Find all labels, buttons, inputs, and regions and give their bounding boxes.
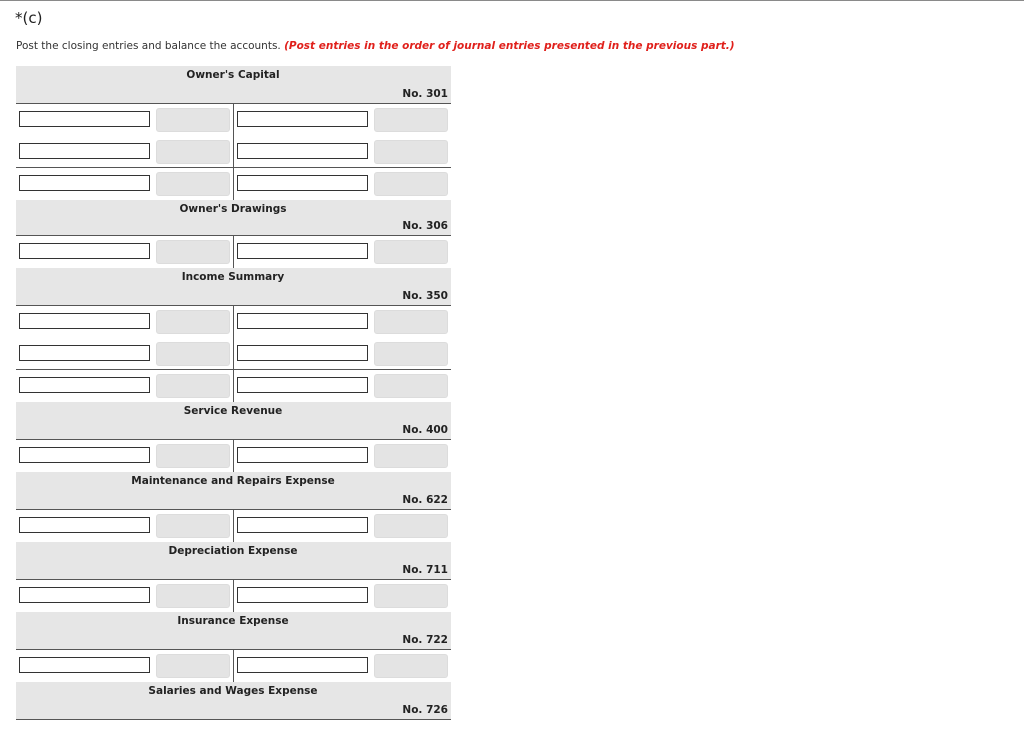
account-header-salaries-wages-expense bbox=[16, 682, 451, 720]
debit-amount-input[interactable] bbox=[156, 444, 230, 468]
account-number: No. 622 bbox=[402, 494, 448, 506]
t-divider bbox=[233, 580, 234, 612]
account-title: Insurance Expense bbox=[177, 615, 289, 627]
t-divider bbox=[233, 104, 234, 136]
account-number: No. 301 bbox=[402, 88, 448, 100]
t-divider bbox=[233, 236, 234, 268]
ledger-row bbox=[16, 440, 451, 472]
credit-amount-input[interactable] bbox=[374, 374, 448, 398]
debit-amount-input[interactable] bbox=[156, 240, 230, 264]
account-number: No. 350 bbox=[402, 290, 448, 302]
debit-account-input[interactable] bbox=[19, 517, 150, 533]
t-divider bbox=[233, 168, 234, 200]
debit-amount-input[interactable] bbox=[156, 514, 230, 538]
credit-account-input[interactable] bbox=[237, 143, 368, 159]
credit-account-input[interactable] bbox=[237, 447, 368, 463]
t-divider bbox=[233, 650, 234, 682]
instruction bbox=[16, 40, 735, 52]
ledger-row bbox=[16, 306, 451, 338]
t-divider bbox=[233, 440, 234, 472]
debit-amount-input[interactable] bbox=[156, 342, 230, 366]
credit-account-input[interactable] bbox=[237, 587, 368, 603]
debit-account-input[interactable] bbox=[19, 143, 150, 159]
debit-account-input[interactable] bbox=[19, 111, 150, 127]
balance-row bbox=[16, 370, 451, 402]
credit-amount-input[interactable] bbox=[374, 140, 448, 164]
debit-amount-input[interactable] bbox=[156, 172, 230, 196]
account-header-maintenance-repairs-expense bbox=[16, 472, 451, 510]
account-header-owners-capital bbox=[16, 66, 451, 104]
credit-account-input[interactable] bbox=[237, 175, 368, 191]
credit-amount-input[interactable] bbox=[374, 240, 448, 264]
credit-amount-input[interactable] bbox=[374, 310, 448, 334]
debit-amount-input[interactable] bbox=[156, 584, 230, 608]
account-number: No. 726 bbox=[402, 704, 448, 716]
credit-amount-input[interactable] bbox=[374, 108, 448, 132]
t-accounts bbox=[16, 66, 451, 720]
credit-account-input[interactable] bbox=[237, 657, 368, 673]
ledger-row bbox=[16, 136, 451, 168]
credit-amount-input[interactable] bbox=[374, 172, 448, 196]
debit-amount-input[interactable] bbox=[156, 654, 230, 678]
t-divider bbox=[233, 338, 234, 370]
credit-amount-input[interactable] bbox=[374, 514, 448, 538]
credit-account-input[interactable] bbox=[237, 111, 368, 127]
balance-row bbox=[16, 168, 451, 200]
ledger-row bbox=[16, 338, 451, 370]
account-number: No. 400 bbox=[402, 424, 448, 436]
debit-account-input[interactable] bbox=[19, 447, 150, 463]
account-title: Income Summary bbox=[181, 271, 285, 283]
debit-account-input[interactable] bbox=[19, 243, 150, 259]
account-title: Service Revenue bbox=[183, 405, 283, 417]
ledger-row bbox=[16, 104, 451, 136]
part-label: *(c) bbox=[15, 9, 43, 27]
credit-account-input[interactable] bbox=[237, 517, 368, 533]
account-header-service-revenue bbox=[16, 402, 451, 440]
account-title: Owner's Drawings bbox=[179, 203, 287, 215]
debit-account-input[interactable] bbox=[19, 345, 150, 361]
account-title: Salaries and Wages Expense bbox=[148, 685, 318, 697]
t-divider bbox=[233, 136, 234, 168]
account-header-income-summary bbox=[16, 268, 451, 306]
t-divider bbox=[233, 306, 234, 338]
credit-amount-input[interactable] bbox=[374, 342, 448, 366]
account-header-owners-drawings bbox=[16, 200, 451, 236]
debit-account-input[interactable] bbox=[19, 313, 150, 329]
account-header-insurance-expense bbox=[16, 612, 451, 650]
account-title: Owner's Capital bbox=[186, 69, 280, 81]
credit-account-input[interactable] bbox=[237, 377, 368, 393]
ledger-row bbox=[16, 650, 451, 682]
debit-amount-input[interactable] bbox=[156, 140, 230, 164]
account-number: No. 722 bbox=[402, 634, 448, 646]
ledger-row bbox=[16, 580, 451, 612]
account-header-depreciation-expense bbox=[16, 542, 451, 580]
t-divider bbox=[233, 510, 234, 542]
debit-account-input[interactable] bbox=[19, 175, 150, 191]
credit-amount-input[interactable] bbox=[374, 444, 448, 468]
account-title: Depreciation Expense bbox=[168, 545, 298, 557]
debit-account-input[interactable] bbox=[19, 587, 150, 603]
credit-amount-input[interactable] bbox=[374, 654, 448, 678]
credit-account-input[interactable] bbox=[237, 345, 368, 361]
debit-amount-input[interactable] bbox=[156, 310, 230, 334]
debit-account-input[interactable] bbox=[19, 657, 150, 673]
credit-account-input[interactable] bbox=[237, 243, 368, 259]
top-divider bbox=[0, 0, 1024, 1]
credit-amount-input[interactable] bbox=[374, 584, 448, 608]
instruction-hint: (Post entries in the order of journal entries presented in the previous part.) bbox=[284, 40, 735, 52]
credit-account-input[interactable] bbox=[237, 313, 368, 329]
ledger-row bbox=[16, 510, 451, 542]
instruction-text: Post the closing entries and balance the accounts. bbox=[16, 40, 281, 52]
debit-account-input[interactable] bbox=[19, 377, 150, 393]
account-number: No. 711 bbox=[402, 564, 448, 576]
account-number: No. 306 bbox=[402, 220, 448, 232]
ledger-row bbox=[16, 236, 451, 268]
debit-amount-input[interactable] bbox=[156, 374, 230, 398]
t-divider bbox=[233, 370, 234, 402]
account-title: Maintenance and Repairs Expense bbox=[131, 475, 335, 487]
debit-amount-input[interactable] bbox=[156, 108, 230, 132]
